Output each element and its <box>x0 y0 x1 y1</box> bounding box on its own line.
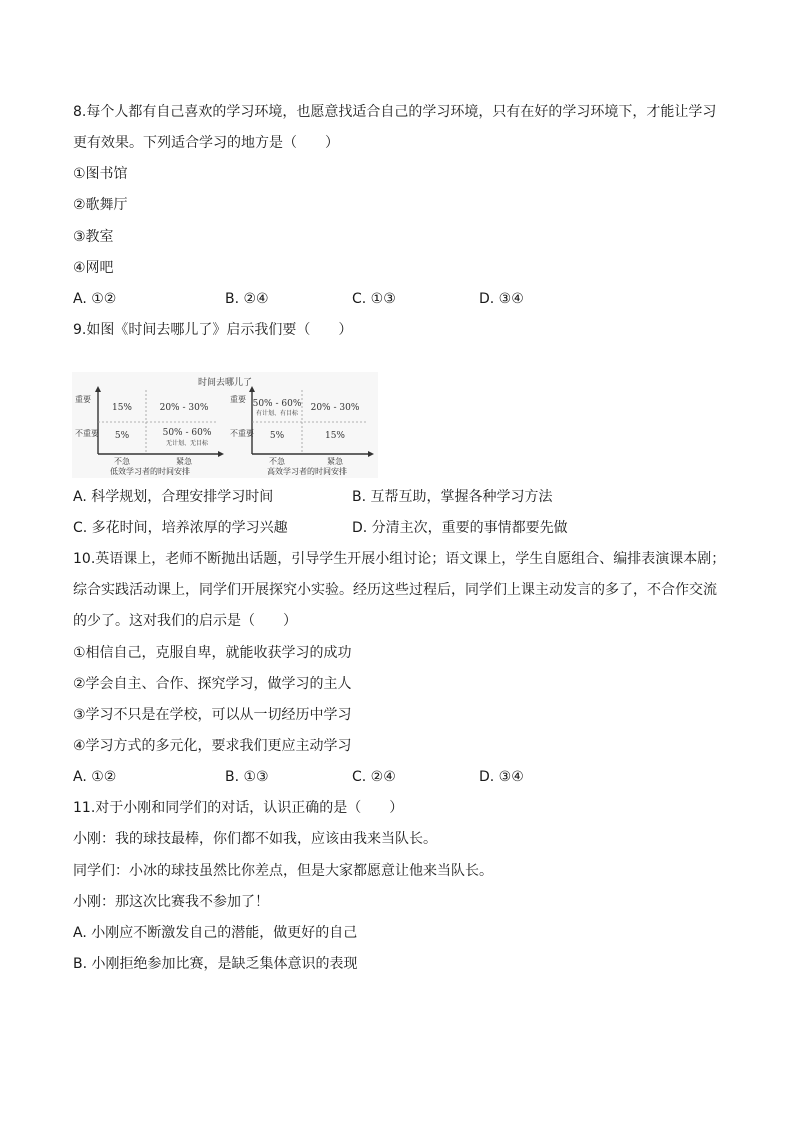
q10-option-b[interactable]: B. ①③ <box>225 769 269 785</box>
right-cell-unimportant-not-urgent: 5% <box>269 431 285 441</box>
right-cell-note: 有计划、有目标 <box>255 410 299 417</box>
q10-stem-line3: 的少了。这对我们的启示是（ ） <box>73 613 297 629</box>
q10-item-4: ④学习方式的多元化，要求我们更应主动学习 <box>73 738 352 754</box>
figure-title: 时间去哪儿了 <box>197 378 253 388</box>
left-cell-important-not-urgent: 15% <box>111 403 133 413</box>
left-y-top-label: 重要 <box>75 395 91 404</box>
q11-dialogue-3: 小刚：那这次比赛我不参加了！ <box>73 894 269 910</box>
left-caption: 低效学习者的时间安排 <box>110 467 190 476</box>
q10-stem-line2: 综合实践活动课上，同学们开展探究小实验。经历这些过程后，同学们上课主动发言的多了，不合作交流 <box>73 582 717 598</box>
left-cell-note: 无计划、无目标 <box>165 440 209 447</box>
q10-item-3: ③学习不只是在学校，可以从一切经历中学习 <box>73 707 352 723</box>
q8-item-2: ②歌舞厅 <box>73 197 128 213</box>
q8-stem-line2: 更有效果。下列适合学习的地方是（ ） <box>73 135 339 151</box>
q10-item-2: ②学会自主、合作、探究学习，做学习的主人 <box>73 676 352 692</box>
q8-item-1: ①图书馆 <box>73 166 128 182</box>
left-x-right-label: 紧急 <box>176 457 192 466</box>
q8-options <box>73 289 733 309</box>
right-caption: 高效学习者的时间安排 <box>267 467 347 476</box>
q8-option-c[interactable]: C. ①③ <box>352 291 396 307</box>
q8-option-a[interactable]: A. ①② <box>73 291 117 307</box>
q9-options-row2 <box>73 518 733 538</box>
q11-option-a[interactable]: A. 小刚应不断激发自己的潜能，做更好的自己 <box>73 925 358 941</box>
right-y-bottom-label: 不重要 <box>230 429 254 438</box>
q9-option-a[interactable]: A. 科学规划，合理安排学习时间 <box>73 489 274 505</box>
right-cell-important-urgent: 20% - 30% <box>310 403 360 413</box>
right-cell-important-not-urgent: 50% - 60% <box>252 399 302 409</box>
q10-option-d[interactable]: D. ③④ <box>479 769 524 785</box>
left-cell-unimportant-not-urgent: 5% <box>114 431 130 441</box>
q9-option-c[interactable]: C. 多花时间，培养浓厚的学习兴趣 <box>73 520 288 536</box>
right-y-top-label: 重要 <box>230 395 246 404</box>
q11-dialogue-2: 同学们：小冰的球技虽然比你差点，但是大家都愿意让他来当队长。 <box>73 863 493 879</box>
q10-options <box>73 767 733 787</box>
q9-option-d[interactable]: D. 分清主次，重要的事情都要先做 <box>352 520 568 536</box>
right-x-left-label: 不急 <box>269 457 285 466</box>
q9-option-b[interactable]: B. 互帮互助，掌握各种学习方法 <box>352 489 553 505</box>
q8-option-b[interactable]: B. ②④ <box>225 291 269 307</box>
time-allocation-svg <box>72 372 378 478</box>
q8-option-d[interactable]: D. ③④ <box>479 291 524 307</box>
q10-stem-line1: 10.英语课上，老师不断抛出话题，引导学生开展小组讨论；语文课上，学生自愿组合、编排表演课本剧； <box>73 551 726 567</box>
q11-dialogue-1: 小刚：我的球技最棒，你们都不如我，应该由我来当队长。 <box>73 831 437 847</box>
q8-item-3: ③教室 <box>73 229 114 245</box>
time-allocation-figure <box>72 372 378 478</box>
right-x-right-label: 紧急 <box>327 457 343 466</box>
right-cell-unimportant-urgent: 15% <box>324 431 346 441</box>
left-y-bottom-label: 不重要 <box>75 429 99 438</box>
q11-option-b[interactable]: B. 小刚拒绝参加比赛，是缺乏集体意识的表现 <box>73 956 358 972</box>
q10-option-a[interactable]: A. ①② <box>73 769 117 785</box>
q9-stem: 9.如图《时间去哪儿了》启示我们要（ ） <box>73 322 353 338</box>
left-x-left-label: 不急 <box>114 457 130 466</box>
q9-options-row1 <box>73 487 733 507</box>
q8-stem-line1: 8.每个人都有自己喜欢的学习环境，也愿意找适合自己的学习环境，只有在好的学习环境下，才能让学习 <box>73 104 717 120</box>
left-cell-unimportant-urgent: 50% - 60% <box>162 428 212 438</box>
q10-item-1: ①相信自己，克服自卑，就能收获学习的成功 <box>73 645 352 661</box>
q8-item-4: ④网吧 <box>73 260 114 276</box>
left-cell-important-urgent: 20% - 30% <box>159 403 209 413</box>
q10-option-c[interactable]: C. ②④ <box>352 769 396 785</box>
q11-stem: 11.对于小刚和同学们的对话，认识正确的是（ ） <box>73 800 404 816</box>
